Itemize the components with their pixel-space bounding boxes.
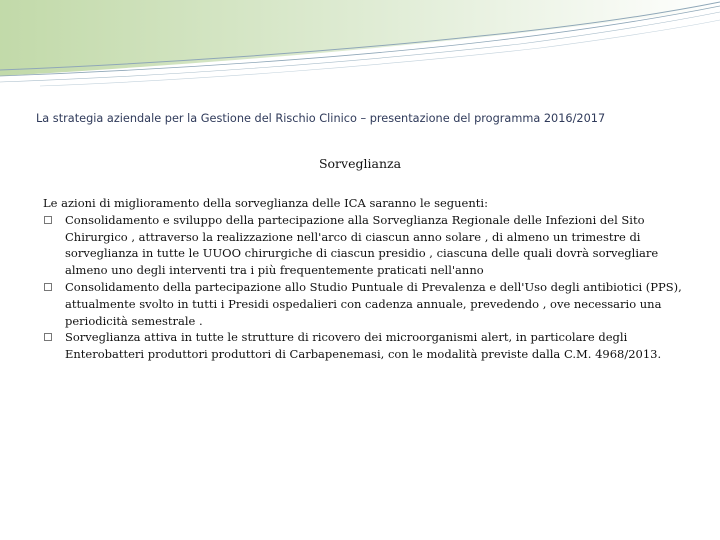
bullet-item — [43, 329, 688, 363]
bullet-item — [43, 212, 688, 279]
checkbox-square-icon — [44, 216, 52, 224]
bullet-text: Consolidamento della partecipazione allo Studio Puntuale di Prevalenza e dell'Uso degli antibiotici (PPS), attualmente svolto in tutti i Presidi ospedalieri con cadenza annuale, prevedendo , ove necessario una periodicità semestrale . — [65, 279, 682, 328]
content-body — [43, 195, 688, 363]
bullet-list — [43, 212, 688, 363]
checkbox-square-icon — [44, 333, 52, 341]
header-decoration — [0, 0, 720, 100]
checkbox-square-icon — [44, 283, 52, 291]
bullet-text: Consolidamento e sviluppo della partecipazione alla Sorveglianza Regionale delle Infezioni del Sito Chirurgico , attraverso la realizzazione nell'arco di ciascun anno solare , di almeno un trimestre di sorveglianza in tutte le UUOO chirurgiche di ciascun presidio , ciascuna delle quali dovrà sorvegliare almeno uno degli interventi tra i più frequentemente praticati nell'anno — [65, 212, 659, 278]
slide-subtitle: Sorveglianza — [318, 156, 402, 171]
intro-text: Le azioni di miglioramento della sorveglianza delle ICA saranno le seguenti: — [43, 196, 488, 210]
slide-title: La strategia aziendale per la Gestione del Rischio Clinico – presentazione del programma 2016/2017 — [36, 112, 606, 125]
bullet-item — [43, 279, 688, 329]
bullet-text: Sorveglianza attiva in tutte le strutture di ricovero dei microorganismi alert, in particolare degli Enterobatteri produttori produttori di Carbapenemasi, con le modalità previste dalla C.M. 4968/2013. — [65, 330, 662, 362]
